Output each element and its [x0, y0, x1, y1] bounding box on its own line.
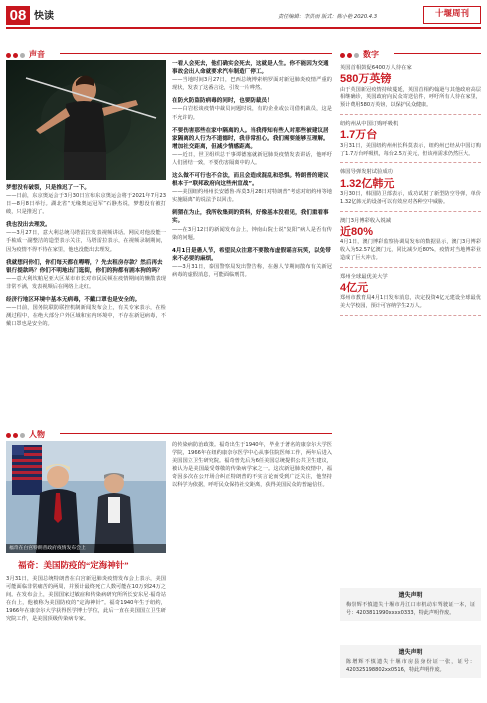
- number-item: [340, 273, 481, 316]
- feature-body-left: 3月31日，美国总统特朗普在白宫新冠肺炎疫情发布会上表示，美国可能面临非常痛苦的两周，并预计最终死亡人数可能在10万到24万之间。在发布会上，美国国家过敏症和传染病研究所所长安东尼·福奇站在台上，他被称为美国防疫的“定海神针”。福奇1940年生于纽约，1966年在康奈尔大学获得医学博士学位，此后一直在美国国立卫生研究院工作，是美国顶级传染病专家。: [6, 576, 166, 623]
- voice-source: ——3月27日，意大利总统马塔雷拉发表视频讲话。网民对他没能一手梳成一副整洁的造型表示关注，马塔雷拉表示，在视频录制期间，因为疫情不得不待在家里，他也没能出去理发。: [6, 230, 166, 253]
- lost-notice: [340, 645, 481, 678]
- numbers-section-head: [340, 49, 379, 61]
- bullet-dot-icon: [340, 53, 345, 58]
- voice-item: [6, 221, 166, 253]
- number-item: [340, 120, 481, 163]
- voice-source: ——白岩松谈疫情中裁员问题时说，有的企业或公司借机裁员，这是不允许的。: [172, 106, 332, 121]
- section-rule: [394, 53, 481, 54]
- voice-item: [172, 209, 332, 241]
- voice-quote: 梦想没有破裂，只是推迟了一下。: [6, 185, 90, 191]
- voice-quote: 不要伤害那些在家中隔离的人。当我得知有些人对那些被建议居家隔离的人行为不道德时，我非常担心。我们需要能够互理解。增加社交距离，但减少情感距离。: [172, 127, 329, 150]
- voice-item: [172, 127, 332, 167]
- voice-item: [172, 60, 332, 92]
- page-number: 08: [6, 6, 30, 25]
- voice-source: ——日前，东京奥运会于3月30日宣布东京奥运会将于2021年7月23日—8月8日举行。湖北省“无缘奥运冠军”石静杰说，梦想没有被打破，只是推迟了。: [6, 193, 166, 216]
- photo-caption: 福奇在白宫特朗普政府疫情发布会上: [6, 544, 166, 553]
- number-label: 澳门3月博彩收入锐减: [340, 217, 392, 224]
- bullet-dot-icon: [20, 53, 25, 58]
- number-body: 3月30日，韩国防卫部表示，成功试射了新型防空导弹，单价1.32亿韩元的设备可以有效应对各种空中威胁。: [340, 190, 481, 205]
- numbers-column: [340, 64, 481, 321]
- voice-source: ——在3月12日的新闻发布会上，钟南山院士说“复阳”病人是否有传染的问题。: [172, 226, 332, 241]
- fauci-photo: [6, 441, 166, 553]
- voice-quote: 这么做不可行也不合法，而且会造成混乱和恐惧。特朗普的建议根本于“联邦政府向这些州宣战”。: [172, 173, 329, 188]
- press-briefing-image: [6, 441, 166, 553]
- voice-item: [6, 184, 166, 216]
- number-body: 3月31日，美国纽约州州长科莫表示，纽约州已经从中国订购了1.7万台呼吸机，每台2.5万美元，但该州需求仍然巨大。: [340, 142, 481, 157]
- number-label: 纽约州从中国订购呼吸机: [340, 121, 399, 128]
- bullet-dot-icon: [6, 53, 11, 58]
- notice-body: 梅崇辉不慎遗失十堰市丹江口市机动车驾驶证一本，证号：4203811990xxxx0333，特此声明作废。: [346, 602, 475, 617]
- athlete-photo: [6, 60, 166, 180]
- number-label: 韩国导弹发射试验成功: [340, 169, 393, 176]
- voice-item: [6, 296, 166, 328]
- number-item: [340, 64, 481, 115]
- feature-body-right: 的传染病防治政策。福奇出生于1940年，毕业于著名的康奈尔大学医学院，1966年在纽约康奈尔医学中心从事住院医师工作，两年后进入美国国立卫生研究院。福奇曾先后为6任美国总统提供公共卫生建议，被认为是美国最受尊敬的传染病学家之一。这次新冠肺炎疫情中，福奇因多次在公开场合纠正特朗普的不实言论而受到广泛关注，他坚持以科学为依据，呼吁民众保持社交距离，获得美国民众的普遍信任。: [172, 442, 332, 489]
- voice-quote: 4月1日是愚人节，希望民众注意不要散布虚假谣言玩笑，以免带来不必要的麻烦。: [172, 247, 331, 262]
- section-rule: [60, 433, 332, 434]
- number-body: 4月1日，澳门博彩监察协调局发布的数据显示，澳门3月博彩收入为52.57亿澳门元，同比减少近80%，疫情对当地博彩业造成了巨大冲击。: [340, 239, 481, 262]
- number-label: 英国首相鼓促6400万人待在家: [340, 65, 412, 71]
- section-title: 数字: [363, 50, 379, 59]
- header-rule: [6, 27, 481, 29]
- voice-source: ——当地时间3月27日，巴西总统博索纳罗面对新冠肺炎疫情严重的现状，发表了这番言论，引发一片哗然。: [172, 77, 332, 92]
- number-value: 580万英镑: [340, 73, 392, 86]
- voice-quote: 在防火防盗防病毒的同时，也要防裁员！: [172, 98, 273, 105]
- editor-credits: 责任编辑：李洪雨 版式：陈小艳 2020.4.3: [278, 14, 378, 20]
- bullet-dot-icon: [354, 53, 359, 58]
- voice-quote: 我就想问你们，你们每天都在嘚嘚，？先去租房存款？然后再去银行提款吗？你们不明地出门逛街，你们的狗都有剧本狗的吗？: [6, 259, 163, 274]
- notice-body: 陈增辉不慎遗失十堰市房县身份证一张，证号：420325198802xx0516，特此声明作废。: [346, 659, 475, 674]
- notice-title: 遗失声明: [398, 592, 423, 599]
- voice-quote: 一看人会死去，他们确实会死去，这就是人生。你不能因为交通事故会出人命就要求汽车制造厂停工。: [172, 61, 329, 76]
- notice-title: 遗失声明: [398, 649, 423, 656]
- section-title: 人物: [29, 430, 45, 439]
- people-section-head: [6, 429, 45, 441]
- number-value: 1.32亿韩元: [340, 177, 395, 190]
- section-title: 声音: [29, 50, 45, 59]
- voice-source: ——近日，世卫组织总干事谭德塞就新冠肺炎疫情发表讲话，他呼吁人们团结一致，不要伤害隔离中的人。: [172, 151, 332, 166]
- voices-left-column: [6, 184, 166, 333]
- voice-item: [172, 247, 332, 279]
- javelin-thrower-image: [6, 60, 166, 180]
- number-value: 4亿元: [340, 282, 369, 295]
- voice-item: [172, 97, 332, 121]
- number-value: 1.7万台: [340, 129, 378, 142]
- voice-quote: 我也没出去理发。: [6, 222, 51, 229]
- bullet-dot-icon: [347, 53, 352, 58]
- voice-source: ——意大利坎帕尼亚大区某市市长对市民民顿在疫情期间的懒散表现非常不满，发表视频后在网络上走红。: [6, 275, 166, 290]
- number-label: 郑州全球最优美大学: [340, 273, 388, 280]
- bullet-dot-icon: [13, 53, 18, 58]
- voice-item: [6, 259, 166, 291]
- voices-right-column: [172, 60, 332, 284]
- section-name: 快读: [34, 11, 54, 22]
- page-header: [0, 0, 487, 32]
- voice-item: [172, 172, 332, 204]
- number-item: [340, 168, 481, 211]
- feature-title: 福奇：美国防疫的“定海神针”: [18, 560, 129, 570]
- number-body: 郑州市教育局4月1日发布消息，决定投资4亿元建设全球最优美大学校园，预计可容纳学生2万人。: [340, 295, 481, 310]
- voice-quote: 刺猬在为止，我所收集到的资料，好像基本没看见，我们重看事实。: [172, 210, 329, 225]
- number-value: 近80%: [340, 225, 374, 238]
- voice-source: ——3月31日，泰国警察局发出警告称，在愚人节期间散布有关新冠病毒的虚假消息，可能面临刑罚。: [172, 263, 332, 278]
- bullet-dot-icon: [13, 433, 18, 438]
- voice-quote: 经济行地区环境中基本无病毒，不戴口罩也是安全的。: [6, 296, 141, 303]
- bullet-dot-icon: [20, 433, 25, 438]
- masthead-logo: 十堰周刊: [423, 6, 481, 24]
- voice-source: ——日前，国务院联防联控机制新闻发布会上，有关专家表示，在检测过程中，在绝大部分户外区域和室内环境中，不存在新冠病毒，不戴口罩也是安全的。: [6, 305, 166, 328]
- lost-notice: [340, 588, 481, 621]
- voice-source: ——美国纽约州州长安德鲁·库莫3月28日对特朗普“考虑对纽约州等地实施隔离”的说法予以回击。: [172, 189, 332, 204]
- number-body: 由于英国新冠疫情持续蔓延，英国首相约翰逊与其他政府高层相继确诊，英国政府向民众寄送信件，呼吁所有人待在家里，预计费用580万英镑，以保护民众健康。: [340, 86, 481, 109]
- number-item: [340, 217, 481, 268]
- section-rule: [60, 53, 332, 54]
- bullet-dot-icon: [6, 433, 11, 438]
